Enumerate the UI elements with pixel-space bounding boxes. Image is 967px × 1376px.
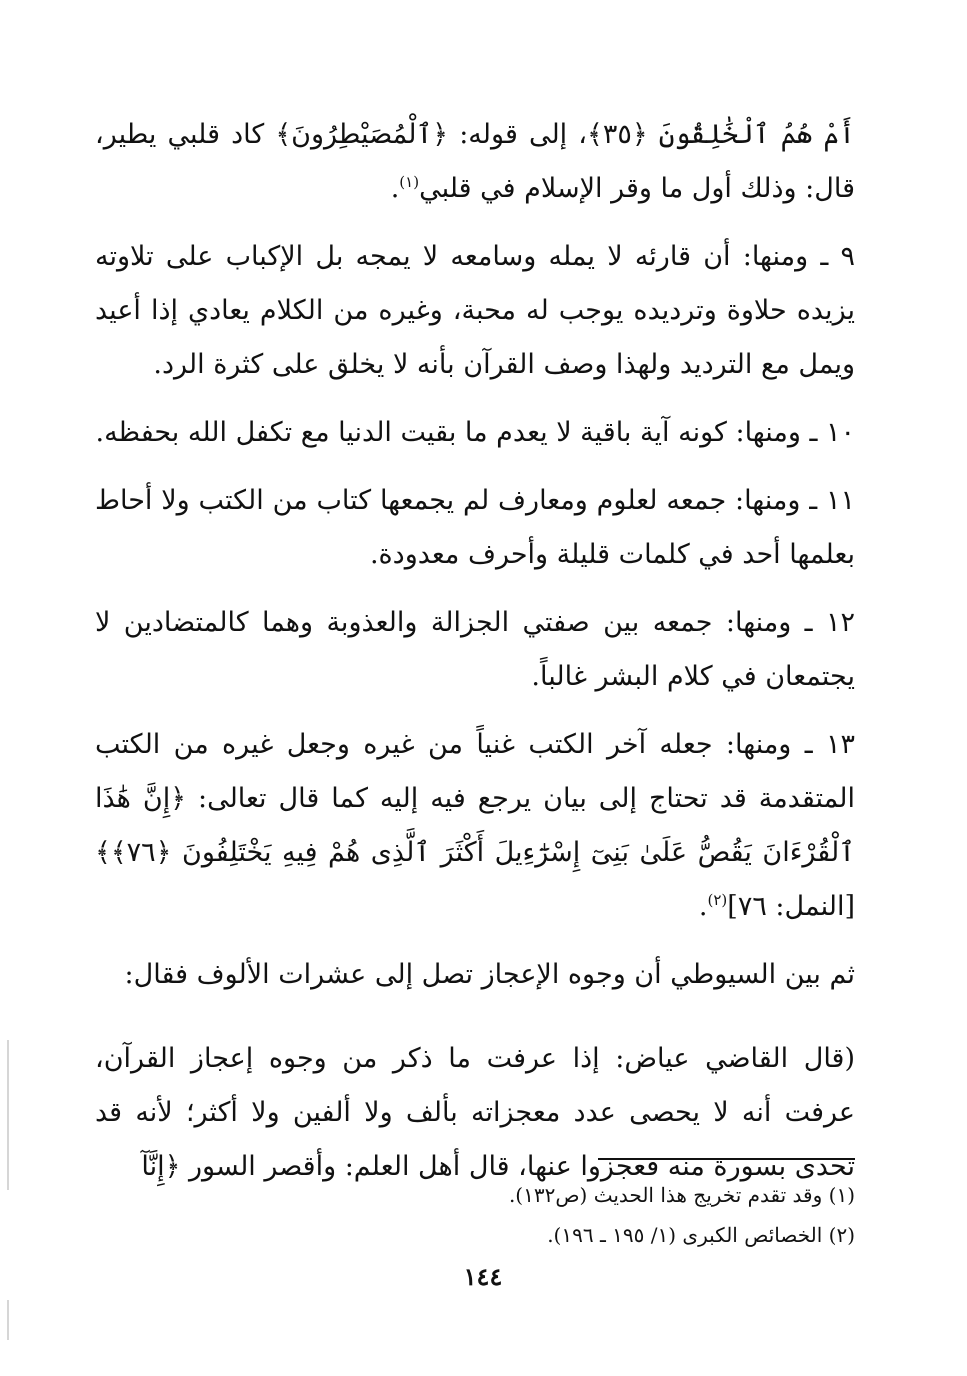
footnote-ref-1: (١): [399, 173, 420, 191]
paragraph-text: ١١ ـ ومنها: جمعه لعلوم ومعارف لم يجمعها كتاب من الكتب ولا أحاط بعلمها أحد في كلمات قليلة وأحرف معدودة.: [95, 485, 855, 570]
footnotes: [300, 1175, 855, 1255]
paragraph-10: [95, 406, 855, 460]
footnote-1: (١) وقد تقدم تخريج هذا الحديث (ص١٣٢).: [508, 1183, 855, 1207]
page-body: [95, 108, 855, 1208]
paragraph-9: [95, 230, 855, 392]
paragraph-suyuti: [95, 948, 855, 1002]
paragraph-text: ٩ ـ ومنها: أن قارئه لا يمله وسامعه لا يمجه بل الإكباب على تلاوته يزيده حلاوة وترديده يوجب له محبة، وغيره من الكلام يعادي إذا أعيد ويمل مع الترديد ولهذا وصف القرآن بأنه لا يخلق على كثرة الرد.: [95, 241, 855, 380]
scan-margin-line: [7, 1040, 9, 1190]
paragraph-text: ١٠ ـ ومنها: كونه آية باقية لا يعدم ما بقيت الدنيا مع تكفل الله بحفظه.: [95, 417, 855, 448]
paragraph-text: ثم بين السيوطي أن وجوه الإعجاز تصل إلى عشرات الألوف فقال:: [124, 959, 855, 990]
paragraph-text: أَمْ هُمُ ٱلْخَٰلِقُونَ ﴿٣٥﴾، إلى قوله: ﴿ٱلْمُصَيْطِرُونَ﴾ كاد قلبي يطير، قال: وذلك أول ما وقر الإسلام في قلبي: [95, 119, 855, 204]
paragraph-qadi-iyad-quote: [95, 1032, 855, 1194]
footnote-2: (٢) الخصائص الكبرى (١/ ١٩٥ ـ ١٩٦).: [547, 1223, 855, 1247]
paragraph-13: [95, 718, 855, 934]
paragraph-tail: .: [698, 891, 708, 922]
paragraph-text: ١٢ ـ ومنها: جمعه بين صفتي الجزالة والعذوبة وهما كالمتضادين لا يجتمعان في كلام البشر غالباً.: [95, 607, 855, 692]
paragraph-text: (قال القاضي عياض: إذا عرفت ما ذكر من وجوه إعجاز القرآن، عرفت أنه لا يحصى عدد معجزاته بألف ولا ألفين ولا أكثر؛ لأنه قد تحدى بسورة منه فعجزوا عنها، قال أهل العلم: وأقصر السور ﴿إِنَّآ: [95, 1043, 855, 1182]
page-number: ١٤٤: [463, 1262, 503, 1291]
paragraph-text: ١٣ ـ ومنها: جعله آخر الكتب غنياً من غيره وجعل غيره من الكتب المتقدمة قد تحتاج إلى بيان يرجع فيه إليه كما قال تعالى: ﴿إِنَّ هَٰذَا ٱلْقُرْءَانَ يَقُصُّ عَلَىٰ بَنِىٓ إِسْرَٰٓءِيلَ أَكْثَرَ ٱلَّذِى هُمْ فِيهِ يَخْتَلِفُونَ ﴿٧٦﴾﴾ [النمل: ٧٦]: [95, 729, 855, 922]
paragraph-tail: .: [390, 173, 400, 204]
paragraph-1: [95, 108, 855, 216]
footnote-ref-2: (٢): [707, 891, 728, 909]
footnote-separator: [598, 1158, 855, 1160]
paragraph-11: [95, 474, 855, 582]
scan-margin-line: [7, 1300, 9, 1340]
paragraph-12: [95, 596, 855, 704]
